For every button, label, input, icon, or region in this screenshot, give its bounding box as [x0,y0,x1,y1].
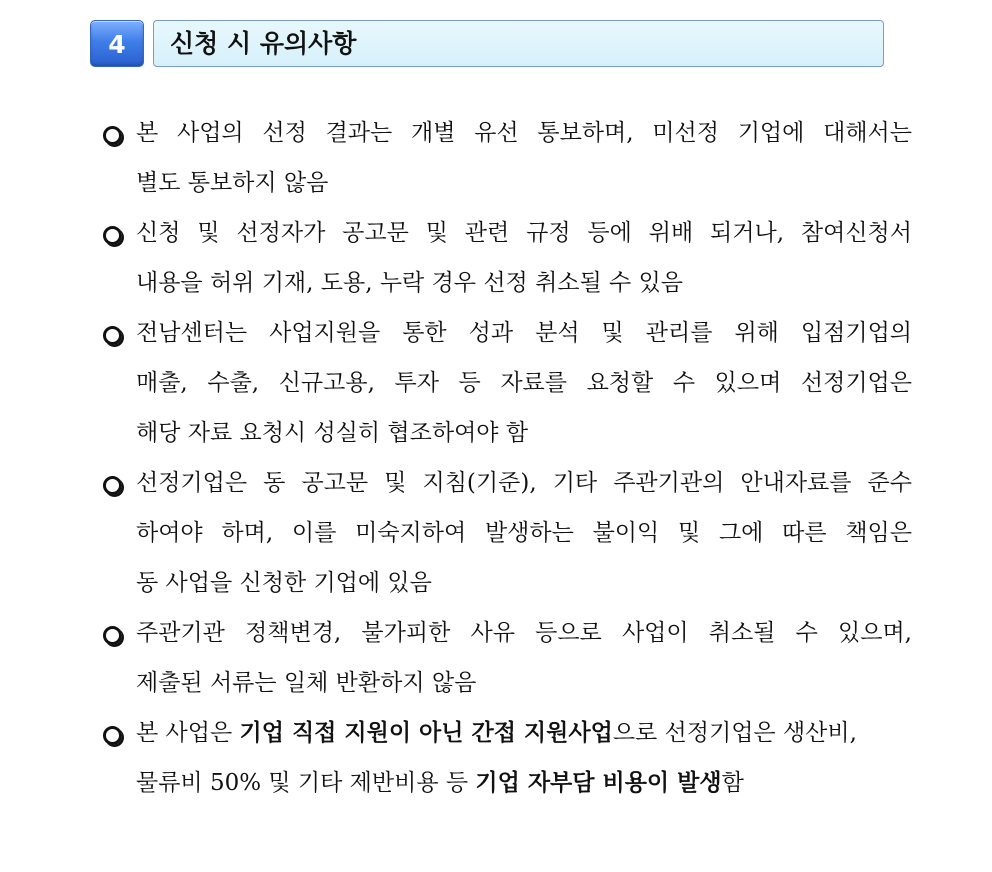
notice-text-line: 신청 및 선정자가 공고문 및 관련 규정 등에 위배 되거나, 참여신청서 [136,220,912,246]
notice-emphasis: 기업 직접 지원이 아닌 간접 지원사업 [239,719,613,746]
notice-item-3 [100,308,912,458]
notice-text-segment: 으로 선정기업은 생산비, [612,720,857,746]
notice-text-segment: 함 [721,770,744,796]
circle-bullet-icon [103,726,122,745]
notice-item-6 [100,708,912,808]
notice-item-1 [100,108,912,208]
notice-text-line: 본 사업의 선정 결과는 개별 유선 통보하며, 미선정 기업에 대해서는 [136,120,912,146]
notice-item-4 [100,458,912,608]
notice-text-line: 동 사업을 신청한 기업에 있음 [136,570,432,596]
circle-bullet-icon [103,626,122,645]
circle-bullet-icon [103,126,122,145]
notice-text-line: 매출, 수출, 신규고용, 투자 등 자료를 요청할 수 있으며 선정기업은 [136,370,912,396]
notice-text-line: 제출된 서류는 일체 반환하지 않음 [136,670,477,696]
notice-text-line: 선정기업은 동 공고문 및 지침(기준), 기타 주관기관의 안내자료를 준수 [136,470,912,496]
section-title: 신청 시 유의사항 [153,20,884,67]
section-header [90,20,886,70]
section-number-badge: 4 [90,20,144,67]
circle-bullet-icon [103,326,122,345]
notice-text-line: 주관기관 정책변경, 불가피한 사유 등으로 사업이 취소될 수 있으며, [136,620,912,646]
notice-text-line [136,758,912,808]
notice-text-line: 별도 통보하지 않음 [136,170,329,196]
notice-text-line: 해당 자료 요청시 성실히 협조하여야 함 [136,420,529,446]
notice-item-2 [100,208,912,308]
notice-item-5 [100,608,912,708]
notice-text-line: 내용을 허위 기재, 도용, 누락 경우 선정 취소될 수 있음 [136,270,683,296]
notice-text-line: 전남센터는 사업지원을 통한 성과 분석 및 관리를 위해 입점기업의 [136,320,912,346]
notice-text-line: 하여야 하며, 이를 미숙지하여 발생하는 불이익 및 그에 따른 책임은 [136,520,912,546]
notice-text-segment: 본 사업은 [136,720,240,746]
notice-emphasis: 기업 자부담 비용이 발생 [475,769,722,796]
notice-text-segment: 물류비 50% 및 기타 제반비용 등 [136,770,476,796]
circle-bullet-icon [103,476,122,495]
notice-text-line [136,708,912,758]
circle-bullet-icon [103,226,122,245]
notice-list [100,108,912,808]
